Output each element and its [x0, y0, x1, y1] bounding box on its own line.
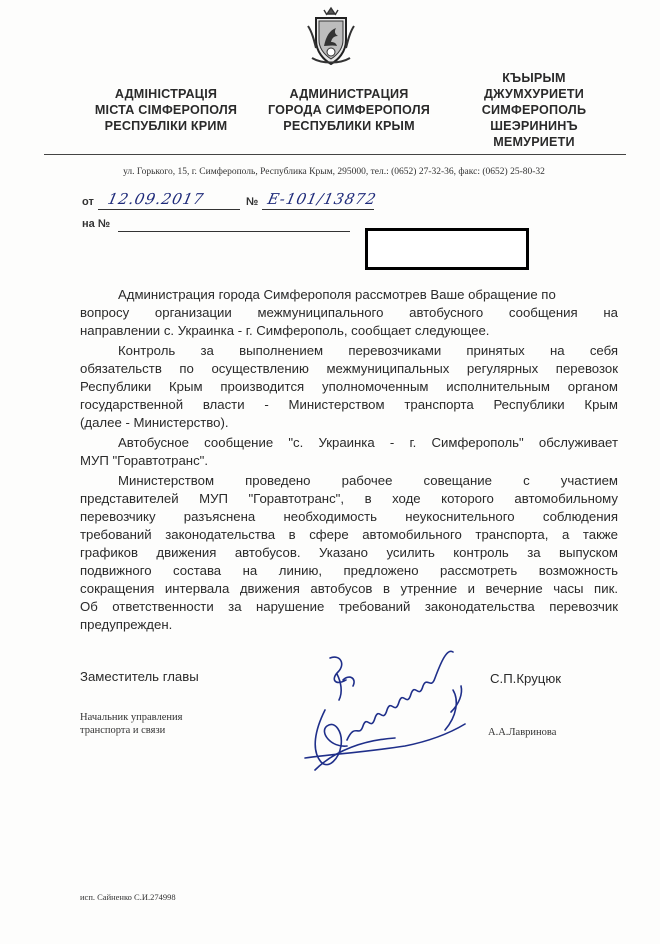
header-uk-line: МІСТА СІМФЕРОПОЛЯ [94, 103, 238, 117]
body-line: требований законодательства в сфере автомобильного транспорта, а также [80, 527, 618, 542]
redacted-addressee [365, 228, 529, 270]
deputy-title: Заместитель главы [80, 669, 199, 684]
header-ukrainian [82, 86, 250, 134]
header-ru-line: РЕСПУБЛИКИ КРЫМ [283, 119, 415, 133]
body-line: представителей МУП "Горавтотранс", в ходе которого автомобильному [80, 491, 618, 506]
header-cr-line: ДЖУМХУРИЕТИ [483, 87, 585, 101]
body-line: Министерством проведено рабочее совещание с участием [118, 473, 618, 488]
body-line: обязательств по осуществлению межмуниципальных регулярных перевозок [80, 361, 618, 376]
header-cr-line: МЕМУРИЕТИ [493, 135, 575, 149]
header-divider [44, 154, 626, 155]
to-number-label: на № [82, 218, 111, 230]
deputy-name: С.П.Круцюк [490, 671, 562, 686]
header-cr-line: КЪЫРЫМ [502, 71, 566, 85]
from-label: от [82, 196, 94, 208]
executor-note: исп. Сайненко С.И.274998 [80, 892, 176, 902]
body-line: вопросу организации межмуниципального автобусного сообщения на [80, 305, 618, 320]
body-line: Автобусное сообщение "с. Украинка - г. Симферополь" обслуживает [118, 435, 618, 450]
body-line: Контроль за выполнением перевозчиками принятых на себя [118, 343, 618, 358]
handwritten-number: Е-101/13872 [266, 190, 379, 208]
body-line: (далее - Министерство). [80, 415, 229, 430]
body-line: предупрежден. [80, 617, 173, 632]
head-name: А.А.Лавринова [488, 727, 557, 738]
head-title-line-2: транспорта и связи [80, 725, 166, 736]
header-cr-line: СИМФЕРОПОЛЬ [481, 103, 587, 117]
to-number-underline [118, 231, 350, 232]
header-russian [258, 86, 440, 134]
handwritten-signature [285, 650, 485, 780]
body-line: МУП "Горавтотранс". [80, 453, 209, 468]
address-line: ул. Горького, 15, г. Симферополь, Республика Крым, 295000, тел.: (0652) 27-32-36, факс: (0652) 25-80-32 [123, 167, 545, 177]
head-title-line-1: Начальник управления [80, 712, 183, 723]
header-crimean-tatar [466, 70, 602, 150]
body-line: сокращения интервала движения автобусов в утренние и вечерние часы пик. [80, 581, 618, 596]
header-uk-line: АДМІНІСТРАЦІЯ [114, 87, 218, 101]
body-line: графиков движения автобусов. Указано усилить контроль за выпуском [80, 545, 618, 560]
number-label: № [246, 196, 259, 208]
body-line: Администрация города Симферополя рассмотрев Ваше обращение по [118, 287, 556, 302]
coat-of-arms-icon [306, 6, 356, 68]
date-underline [98, 209, 240, 210]
handwritten-date: 12.09.2017 [106, 190, 206, 208]
body-line: перевозчику разъяснена необходимость неукоснительного соблюдения [80, 509, 618, 524]
header-ru-line: ГОРОДА СИМФЕРОПОЛЯ [267, 103, 431, 117]
body-line: подвижного состава на линию, предложено рассмотреть возможность [80, 563, 618, 578]
body-line: Республики Крым производится уполномоченным исполнительным органом [80, 379, 618, 394]
body-line: направлении с. Украинка - г. Симферополь, сообщает следующее. [80, 323, 490, 338]
number-underline [262, 209, 374, 210]
body-line: государственной власти - Министерством транспорта Республики Крым [80, 397, 618, 412]
header-uk-line: РЕСПУБЛІКИ КРИМ [104, 119, 228, 133]
header-cr-line: ШЕЭРИНИНЪ [490, 119, 578, 133]
body-line: Об ответственности за нарушение требований законодательства перевозчик [80, 599, 618, 614]
header-ru-line: АДМИНИСТРАЦИЯ [289, 87, 409, 101]
